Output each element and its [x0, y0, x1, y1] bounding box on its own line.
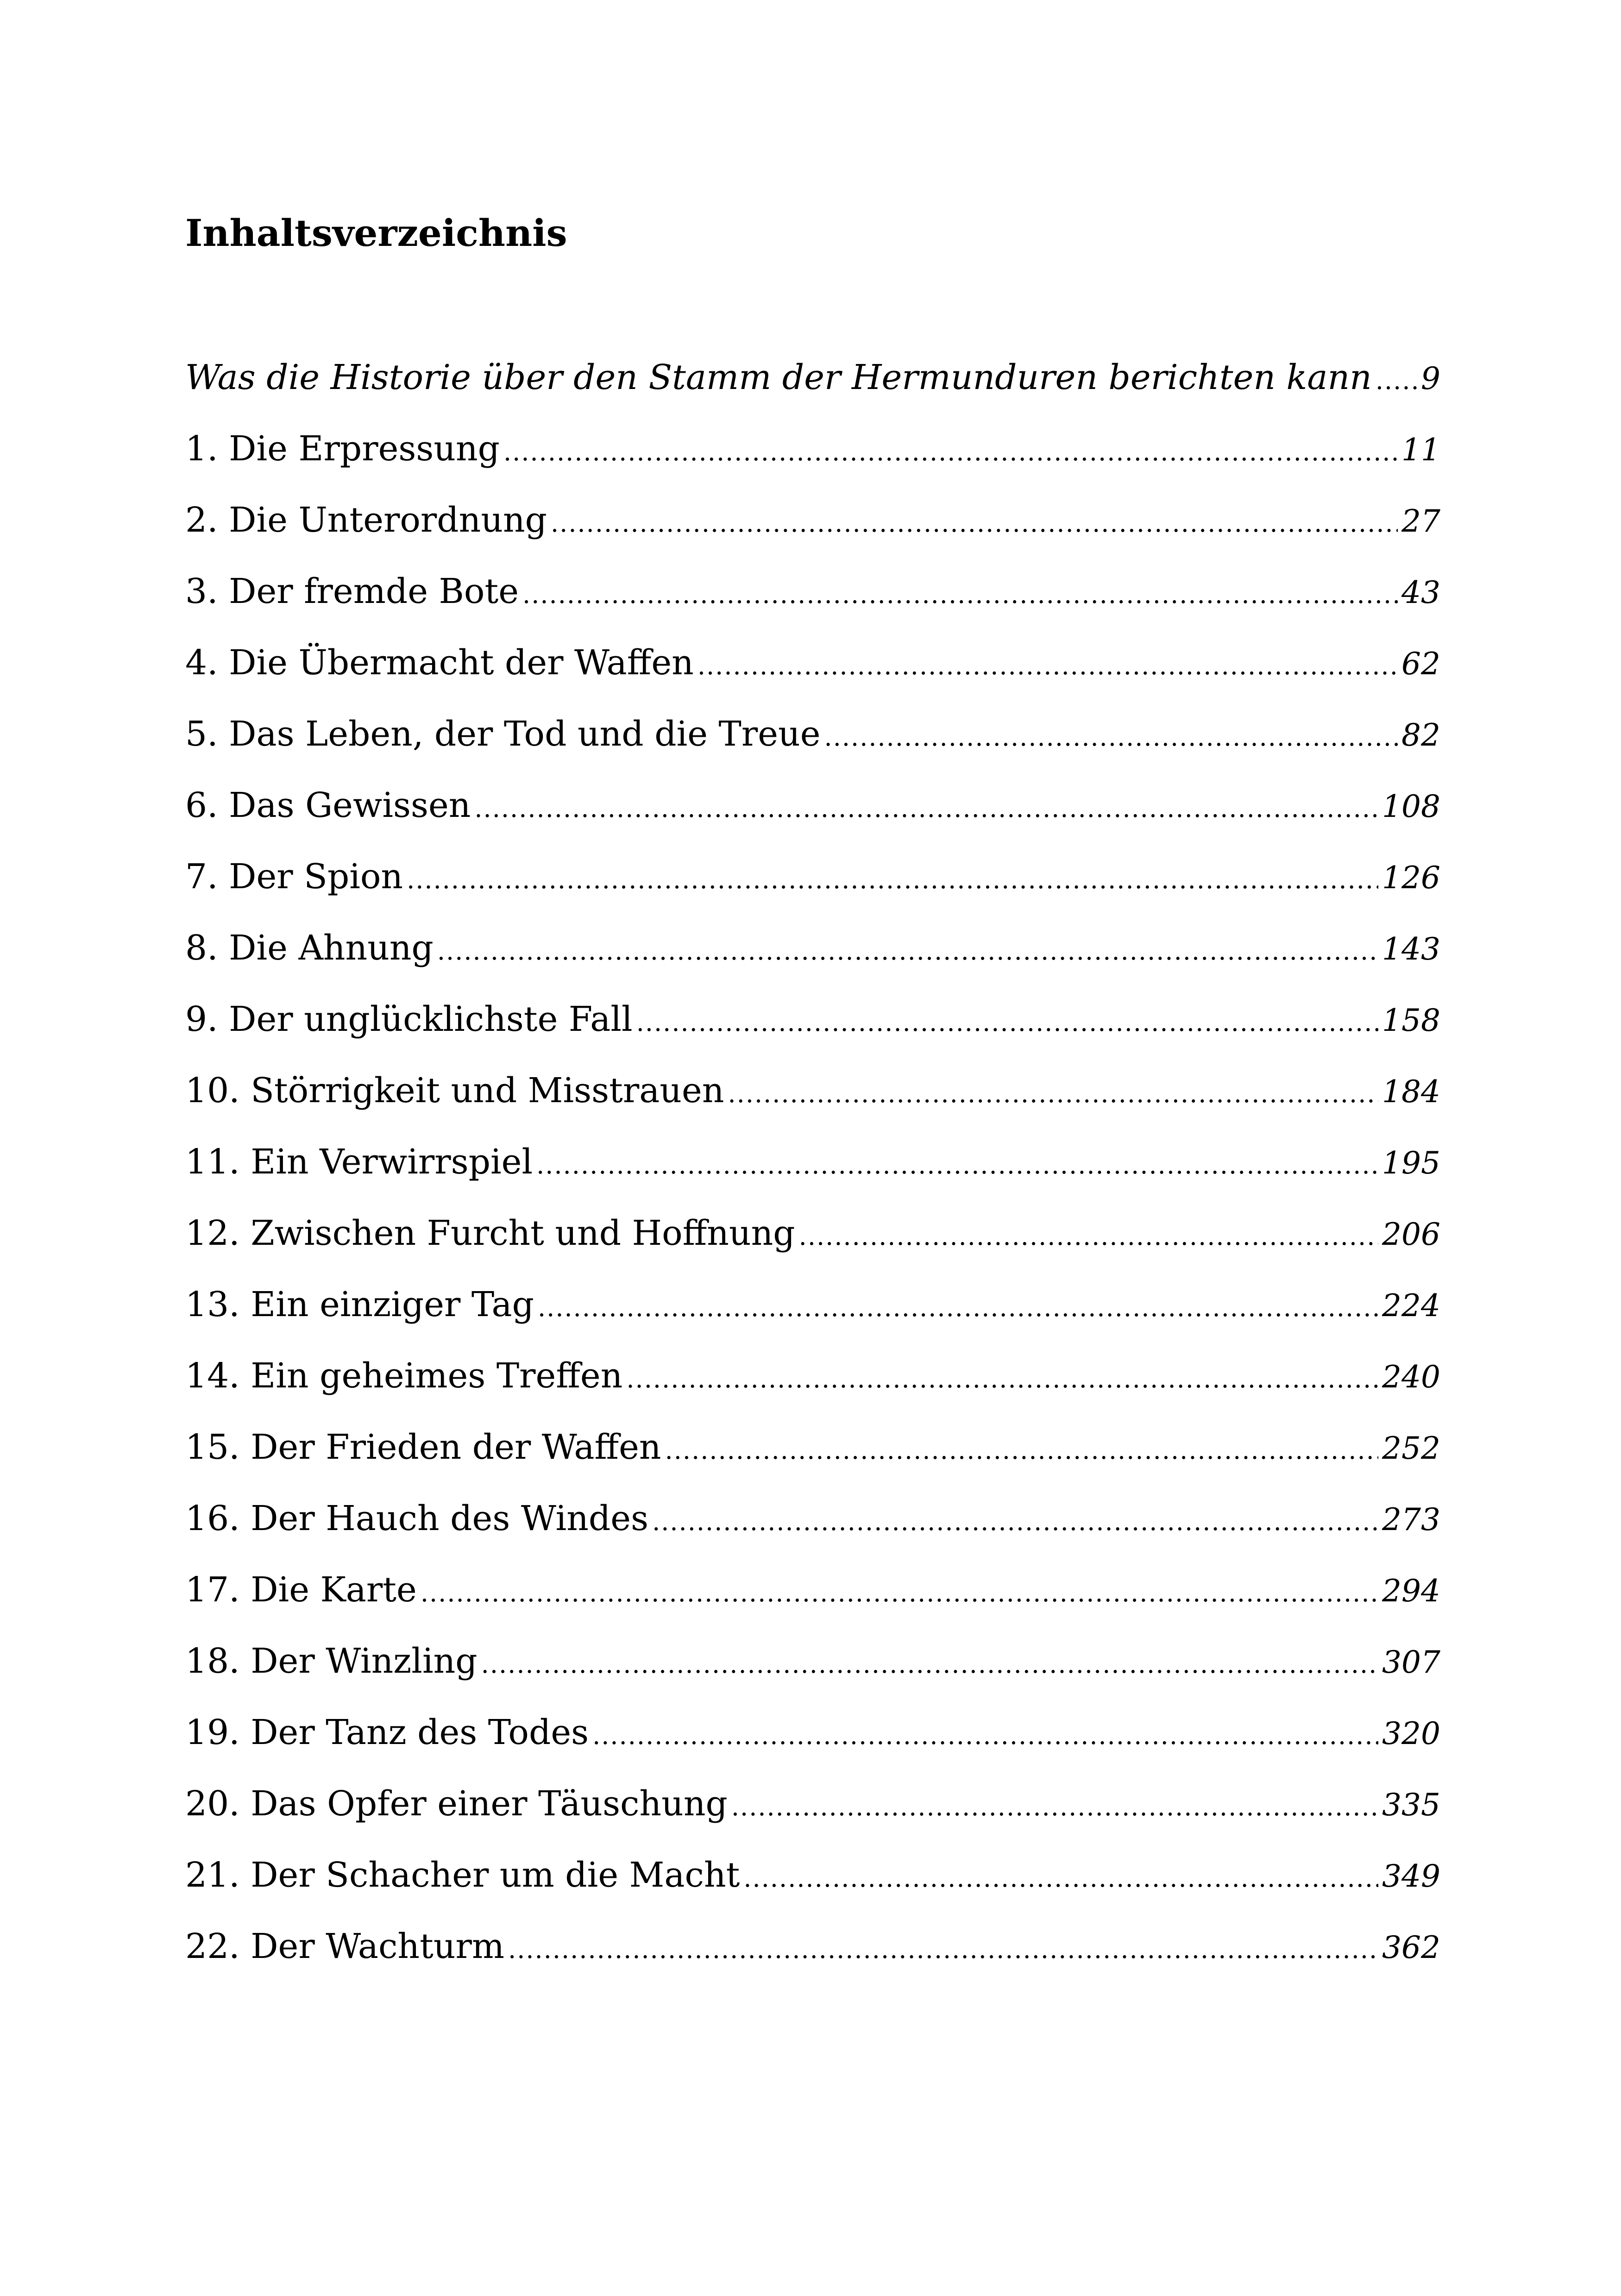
- toc-entry-page-number: 9: [1421, 361, 1440, 396]
- toc-entry: [185, 1136, 1440, 1208]
- toc-entry-page-number: 11: [1401, 432, 1440, 468]
- toc-entry: [185, 566, 1440, 637]
- toc-entry-page-number: 27: [1401, 503, 1440, 539]
- toc-entry-title: 6. Das Gewissen: [185, 785, 471, 825]
- dot-leader: [731, 1782, 1378, 1832]
- toc-entry-page-number: 252: [1382, 1430, 1440, 1466]
- toc-entry-title: 16. Der Hauch des Windes: [185, 1499, 649, 1538]
- toc-entry: [185, 495, 1440, 566]
- toc-entry-title: 19. Der Tanz des Todes: [185, 1713, 589, 1752]
- dot-leader: [652, 1496, 1378, 1547]
- dot-leader: [551, 498, 1398, 549]
- toc-entry-title: 2. Die Unterordnung: [185, 500, 547, 540]
- toc-entry: [185, 709, 1440, 780]
- dot-leader: [407, 854, 1378, 905]
- toc-entry-page-number: 184: [1382, 1074, 1440, 1110]
- toc-entry: [185, 780, 1440, 851]
- dot-leader: [592, 1710, 1378, 1761]
- dot-leader: [697, 640, 1398, 691]
- table-of-contents: [185, 352, 1440, 1992]
- toc-entry: [185, 1850, 1440, 1921]
- dot-leader: [421, 1568, 1378, 1618]
- dot-leader: [503, 427, 1398, 477]
- dot-leader: [743, 1853, 1378, 1904]
- toc-entry-title: 7. Der Spion: [185, 857, 403, 897]
- toc-entry-page-number: 294: [1382, 1573, 1440, 1609]
- toc-entry: [185, 851, 1440, 922]
- toc-entry: [185, 1493, 1440, 1564]
- toc-entry-title: 18. Der Winzling: [185, 1641, 478, 1681]
- toc-entry-title: 5. Das Leben, der Tod und die Treue: [185, 714, 821, 754]
- toc-entry: [185, 1065, 1440, 1136]
- toc-entry-page-number: 143: [1382, 931, 1440, 967]
- toc-entry-title: 11. Ein Verwirrspiel: [185, 1142, 533, 1182]
- dot-leader: [508, 1924, 1378, 1975]
- toc-entry-page-number: 240: [1382, 1359, 1440, 1395]
- toc-entry: [185, 922, 1440, 994]
- dot-leader: [437, 926, 1378, 977]
- toc-entry-title: 17. Die Karte: [185, 1570, 417, 1610]
- toc-entry: [185, 1422, 1440, 1493]
- dot-leader: [665, 1425, 1378, 1476]
- toc-entry: [185, 352, 1440, 423]
- dot-leader: [824, 712, 1398, 763]
- dot-leader: [474, 783, 1378, 834]
- toc-entry-page-number: 158: [1382, 1003, 1440, 1038]
- dot-leader: [728, 1068, 1378, 1119]
- toc-entry-title: 15. Der Frieden der Waffen: [185, 1427, 661, 1467]
- toc-entry-title: Was die Historie über den Stamm der Hermunduren berichten kann: [185, 358, 1372, 397]
- toc-entry-title: 13. Ein einziger Tag: [185, 1285, 534, 1324]
- toc-entry: [185, 1636, 1440, 1707]
- dot-leader: [799, 1211, 1378, 1262]
- toc-entry: [185, 1921, 1440, 1992]
- toc-entry: [185, 1208, 1440, 1279]
- dot-leader: [626, 1354, 1378, 1405]
- toc-entry-page-number: 126: [1382, 860, 1440, 896]
- toc-entry: [185, 1279, 1440, 1350]
- toc-entry: [185, 637, 1440, 709]
- dot-leader: [1376, 355, 1417, 406]
- toc-entry-page-number: 224: [1382, 1288, 1440, 1324]
- toc-entry-page-number: 108: [1382, 789, 1440, 824]
- dot-leader: [522, 569, 1398, 620]
- toc-entry-title: 20. Das Opfer einer Täuschung: [185, 1784, 728, 1824]
- toc-entry-page-number: 206: [1382, 1217, 1440, 1252]
- dot-leader: [536, 1140, 1378, 1191]
- toc-entry: [185, 1350, 1440, 1422]
- toc-entry-page-number: 273: [1382, 1502, 1440, 1537]
- toc-entry-page-number: 195: [1382, 1145, 1440, 1181]
- toc-entry-title: 14. Ein geheimes Treffen: [185, 1356, 623, 1396]
- toc-entry: [185, 1707, 1440, 1778]
- toc-entry-title: 21. Der Schacher um die Macht: [185, 1855, 740, 1895]
- toc-entry: [185, 1778, 1440, 1850]
- toc-entry-title: 4. Die Übermacht der Waffen: [185, 643, 694, 683]
- toc-entry: [185, 994, 1440, 1065]
- toc-entry: [185, 423, 1440, 495]
- toc-entry-page-number: 320: [1382, 1716, 1440, 1751]
- toc-entry-page-number: 362: [1382, 1930, 1440, 1965]
- dot-leader: [636, 997, 1378, 1048]
- toc-entry-title: 10. Störrigkeit und Misstrauen: [185, 1071, 724, 1110]
- toc-entry-page-number: 335: [1382, 1787, 1440, 1823]
- toc-entry-page-number: 43: [1401, 575, 1440, 610]
- toc-entry: [185, 1564, 1440, 1636]
- page-title: Inhaltsverzeichnis: [185, 211, 567, 255]
- toc-entry-title: 8. Die Ahnung: [185, 928, 434, 968]
- toc-entry-page-number: 349: [1382, 1858, 1440, 1894]
- dot-leader: [481, 1639, 1378, 1690]
- toc-entry-title: 9. Der unglücklichste Fall: [185, 999, 633, 1039]
- toc-entry-page-number: 62: [1401, 646, 1440, 682]
- dot-leader: [538, 1282, 1378, 1333]
- toc-entry-title: 12. Zwischen Furcht und Hoffnung: [185, 1213, 795, 1253]
- toc-entry-page-number: 82: [1401, 717, 1440, 753]
- toc-entry-title: 1. Die Erpressung: [185, 429, 500, 469]
- toc-entry-title: 22. Der Wachturm: [185, 1926, 505, 1966]
- toc-entry-page-number: 307: [1382, 1644, 1440, 1680]
- toc-entry-title: 3. Der fremde Bote: [185, 571, 519, 611]
